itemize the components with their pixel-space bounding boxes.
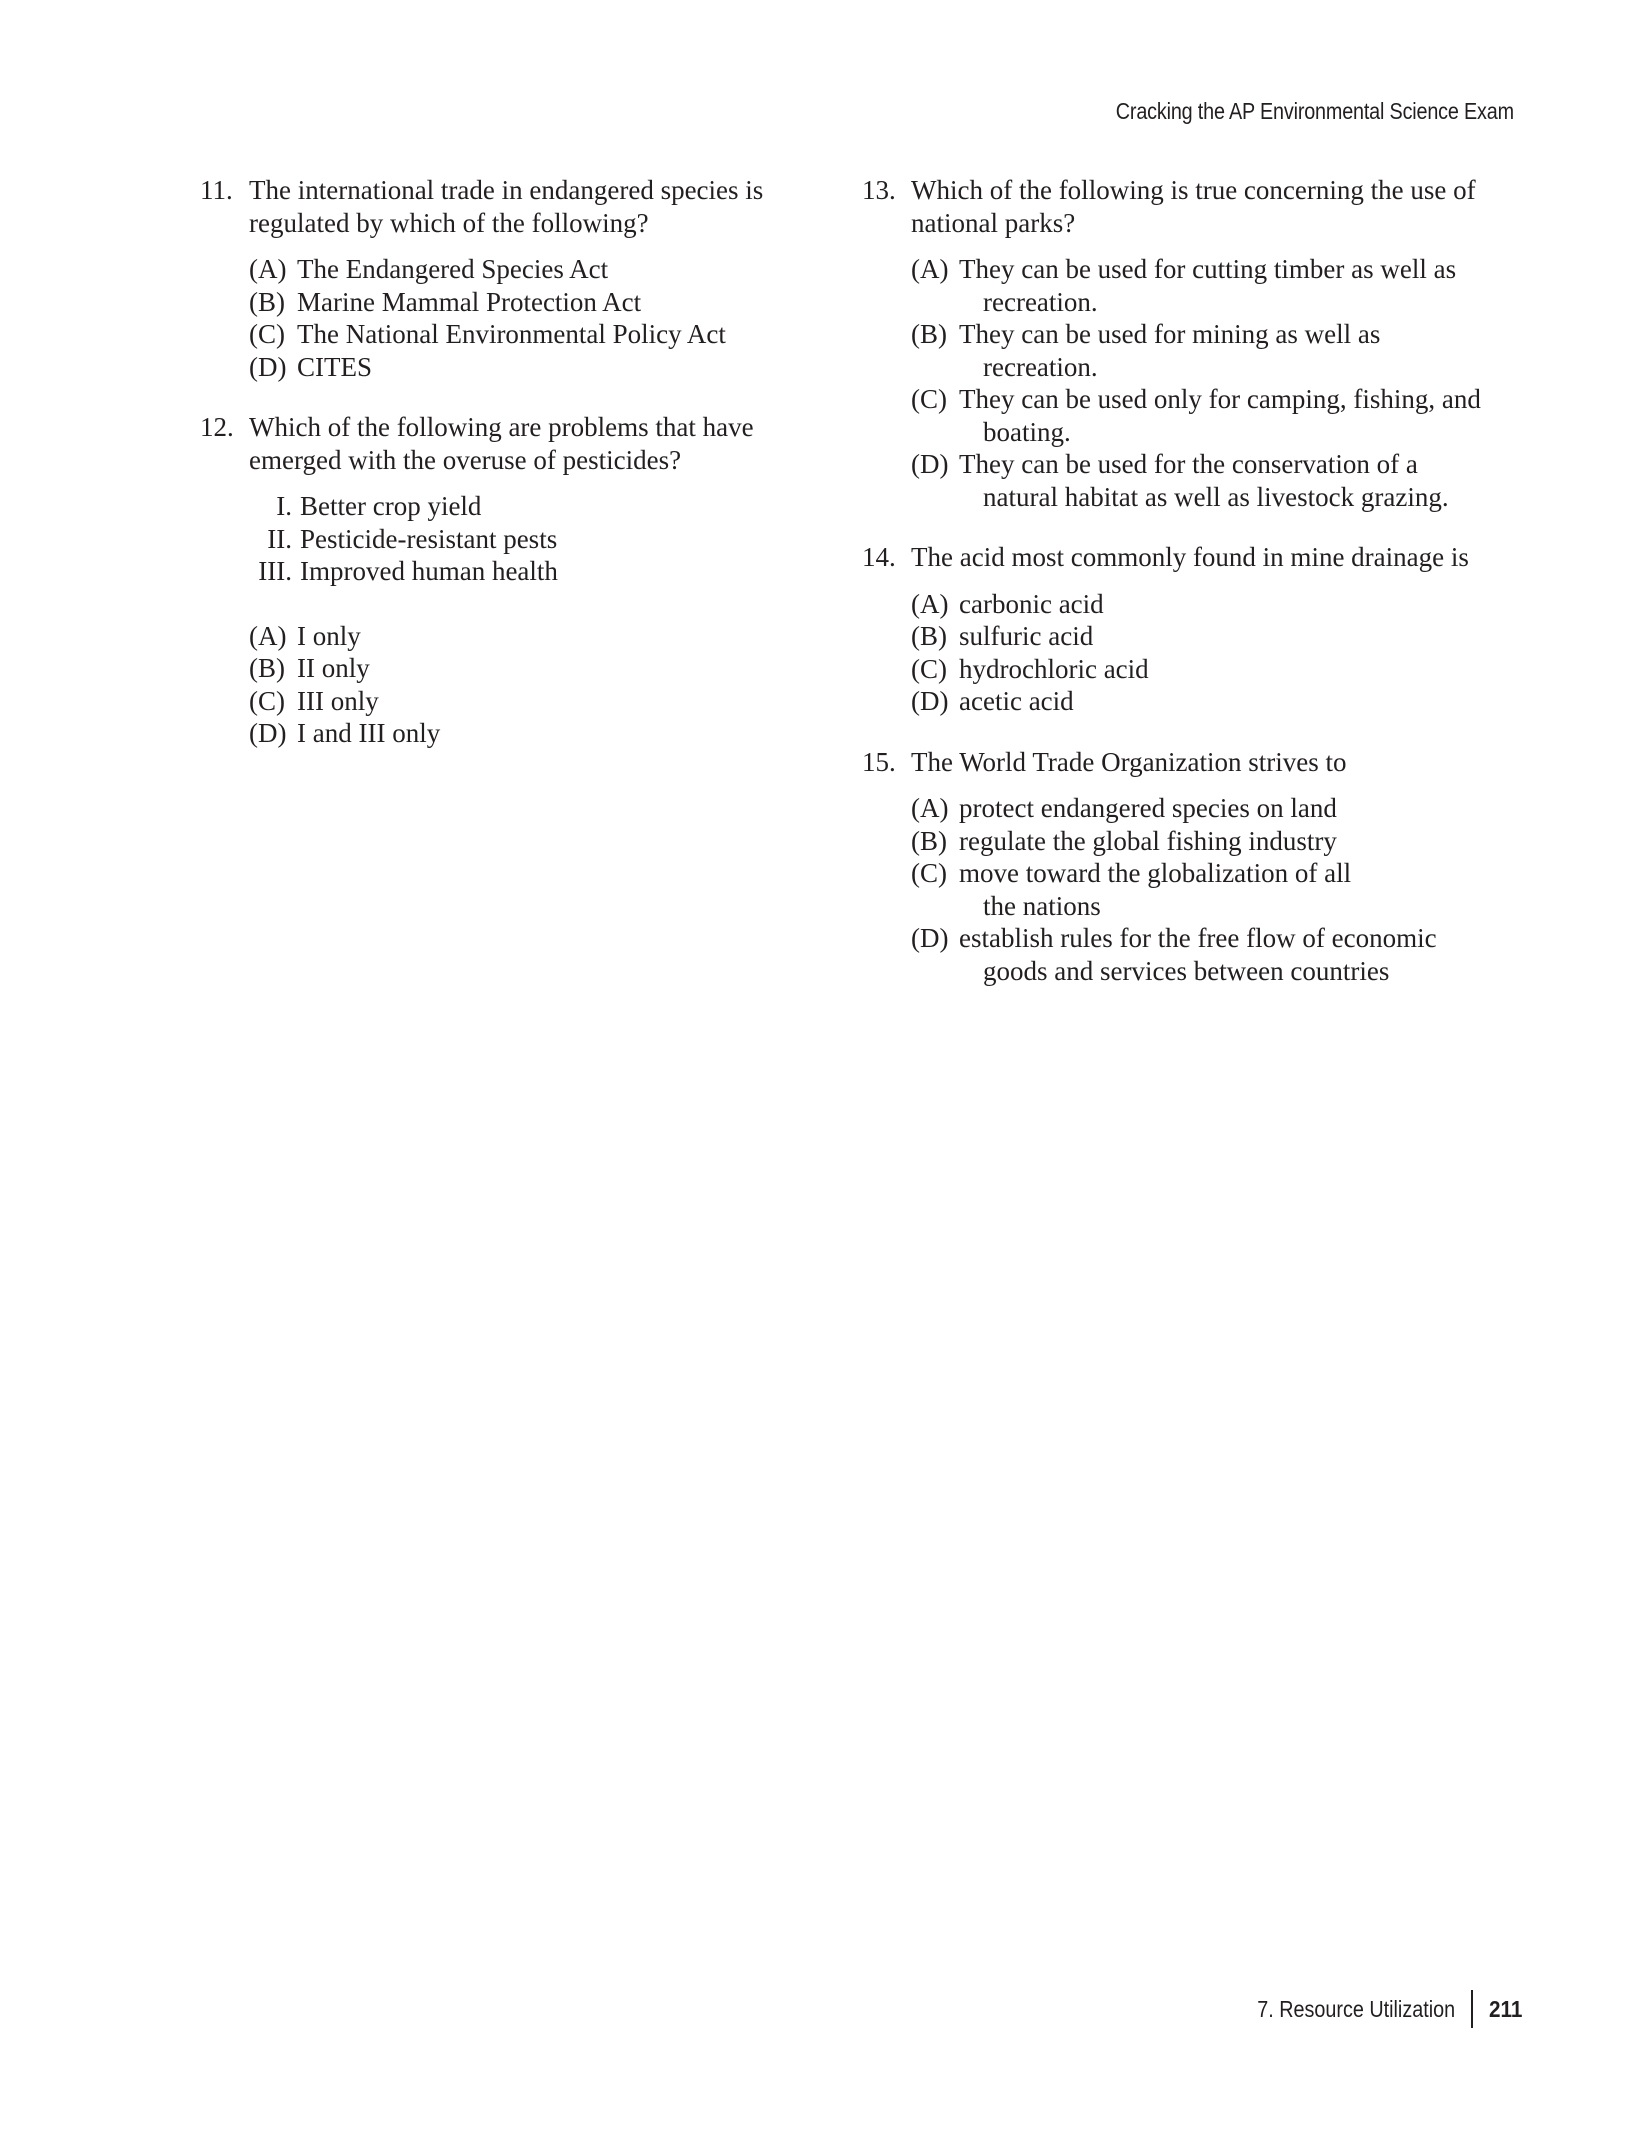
choice-text: carbonic acid [959,588,1104,619]
choice-continuation: recreation. [983,286,1098,317]
answer-choices [200,253,800,383]
answer-choice-b [911,825,1502,858]
choice-line: They can be used for the conservation of a [959,449,1418,479]
choice-continuation: recreation. [983,351,1098,382]
left-column [200,174,800,778]
choice-text [959,384,1502,448]
choice-letter: (A) [911,254,949,284]
choice-text [959,319,1502,383]
choice-text: II only [297,653,370,683]
choice-letter: (C) [911,384,947,414]
statement-text: Improved human health [300,556,558,586]
question-number: 13. [862,175,896,205]
choice-letter: (D) [911,686,949,716]
choice-letter: (A) [911,588,949,619]
choice-line: establish rules for the free flow of economic [959,923,1437,953]
question-12 [200,411,800,750]
choice-letter: (C) [911,653,947,684]
choice-letter: (D) [911,449,949,479]
choice-letter: (B) [911,319,947,349]
answer-choice-c [911,383,1502,448]
choice-continuation: the nations [983,890,1101,921]
question-text: The international trade in endangered species is regulated by which of the following? [249,175,764,238]
running-head: Cracking the AP Environmental Science Exam [1115,98,1514,124]
choice-text: protect endangered species on land [959,793,1337,823]
question-11 [200,174,800,383]
choice-text: III only [297,685,379,716]
answer-choice-c [911,653,1502,686]
question-number: 12. [200,412,234,442]
answer-choice-d [249,351,800,384]
answer-choice-d [249,717,800,750]
choice-text [959,923,1502,987]
choice-text: acetic acid [959,686,1074,716]
answer-choice-d [911,922,1502,987]
choice-line: They can be used for cutting timber as well as [959,254,1457,284]
choice-line: move toward the globalization of all [959,858,1352,888]
choice-letter: (C) [249,685,285,716]
question-text: The acid most commonly found in mine drainage is [911,542,1469,572]
chapter-title: 7. Resource Utilization [1256,1995,1455,2022]
choice-letter: (D) [249,351,287,382]
question-text: Which of the following is true concerning the use of national parks? [911,175,1476,238]
choice-continuation: boating. [983,416,1071,447]
question-13 [862,174,1502,513]
answer-choice-c [911,857,1502,922]
statement-list [200,490,800,588]
choice-text: CITES [297,351,373,382]
footer-divider [1471,1990,1473,2028]
statement-item [249,555,800,588]
answer-choice-d [911,448,1502,513]
choice-letter: (A) [249,254,287,284]
answer-choices [862,588,1502,718]
choice-letter: (A) [911,793,949,823]
answer-choice-a [911,253,1502,318]
answer-choice-c [249,318,800,351]
choice-continuation: natural habitat as well as livestock grazing. [983,481,1449,512]
answer-choice-b [249,652,800,685]
question-number: 15. [862,746,896,777]
statement-item [249,490,800,523]
answer-choice-a [249,253,800,286]
question-15 [862,746,1502,988]
choice-letter: (D) [249,718,287,748]
question-14 [862,541,1502,718]
answer-choices [200,620,800,750]
choice-continuation: goods and services between countries [983,955,1390,986]
question-stem [862,174,1502,239]
answer-choice-b [249,286,800,319]
choice-letter: (B) [249,653,285,683]
choice-letter: (C) [249,319,285,349]
question-number: 11. [200,175,233,205]
statement-numeral: III. [258,556,292,586]
choice-letter: (D) [911,923,949,953]
choice-text: Marine Mammal Protection Act [297,286,642,317]
question-stem [200,411,800,476]
answer-choice-a [249,620,800,653]
choice-text [959,254,1502,318]
statement-numeral: I. [276,491,292,521]
choice-text [959,858,1502,922]
choice-letter: (A) [249,620,287,651]
choice-letter: (B) [911,621,947,651]
choice-text [959,449,1502,513]
question-stem [862,541,1502,574]
answer-choices [862,792,1502,987]
answer-choice-d [911,685,1502,718]
question-text: The World Trade Organization strives to [911,746,1347,777]
statement-text: Pesticide-resistant pests [300,523,558,554]
choice-letter: (B) [911,825,947,856]
choice-text: regulate the global fishing industry [959,825,1337,856]
choice-line: They can be used for mining as well as [959,319,1381,349]
answer-choices [862,253,1502,513]
answer-choice-c [249,685,800,718]
answer-choice-a [911,792,1502,825]
choice-text: I only [297,620,361,651]
choice-text: sulfuric acid [959,621,1094,651]
statement-numeral: II. [267,523,292,554]
statement-text: Better crop yield [300,491,482,521]
answer-choice-b [911,318,1502,383]
answer-choice-a [911,588,1502,621]
choice-text: The Endangered Species Act [297,254,609,284]
question-stem [200,174,800,239]
choice-text: hydrochloric acid [959,653,1149,684]
choice-text: I and III only [297,718,441,748]
page-number: 211 [1488,1995,1523,2022]
right-column [862,174,1502,1015]
question-text: Which of the following are problems that have emerged with the overuse of pesticides? [249,412,754,475]
choice-line: They can be used only for camping, fishing, and [959,384,1481,414]
choice-letter: (B) [249,286,285,317]
page-footer [1225,1990,1526,2028]
choice-text: The National Environmental Policy Act [297,319,726,349]
question-number: 14. [862,542,896,572]
answer-choice-b [911,620,1502,653]
statement-item [249,523,800,556]
choice-letter: (C) [911,858,947,888]
question-stem [862,746,1502,779]
